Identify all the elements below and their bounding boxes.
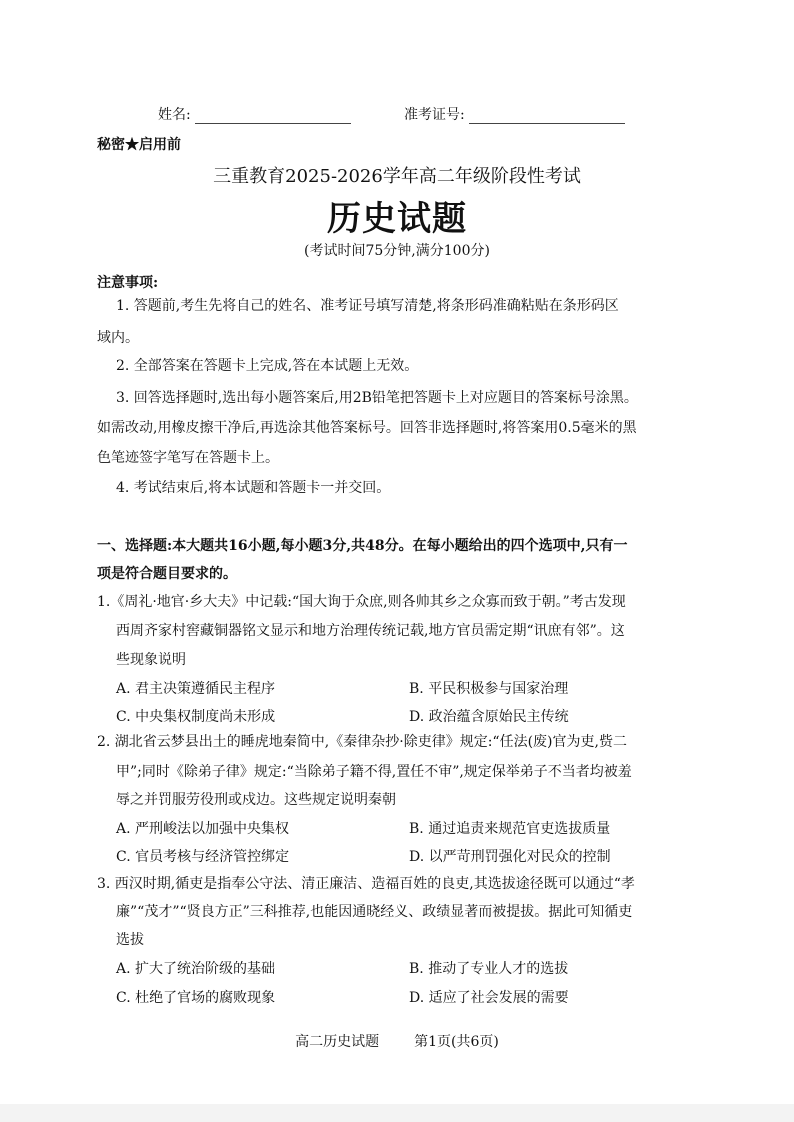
notes-heading: 注意事项: (97, 275, 159, 291)
q3-line3: 选拔 (116, 932, 144, 948)
q2-option-b: B. 通过追责来规范官吏选拔质量 (409, 821, 611, 837)
footer-page-number: 第1页(共6页) (414, 1034, 499, 1050)
q3-option-b: B. 推动了专业人才的选拔 (409, 961, 569, 977)
page-footer (0, 1031, 794, 1051)
q3-line2: 廉”“茂才”“贤良方正”三科推荐,也能因通晓经义、政绩显著而被提拔。据此可知循吏 (116, 904, 633, 920)
subject-title: 历史试题 (327, 199, 467, 239)
name-field (158, 104, 351, 124)
bottom-margin-strip (0, 1104, 794, 1122)
q2-line2: 甲”;同时《除弟子律》规定:“当除弟子籍不得,置任不审”,规定保举弟子不当者均被羞 (116, 764, 632, 780)
name-label: 姓名: (158, 107, 191, 123)
section-1-heading-line2: 项是符合题目要求的。 (97, 566, 237, 582)
q1-option-b: B. 平民积极参与国家治理 (409, 681, 569, 697)
q1-line2: 西周齐家村窖藏铜器铭文显示和地方治理传统记载,地方官员需定期“讯庶有邻”。这 (116, 623, 625, 639)
note-1a: 1. 答题前,考生先将自己的姓名、准考证号填写清楚,将条形码准确粘贴在条形码区 (116, 298, 619, 314)
note-1b: 域内。 (97, 330, 139, 346)
q2-option-c: C. 官员考核与经济管控绑定 (116, 849, 290, 865)
exam-id-field (404, 104, 625, 124)
q2-line1: 2. 湖北省云梦县出土的睡虎地秦简中,《秦律杂抄·除吏律》规定:“任法(废)官为吏,赀二 (97, 734, 627, 750)
note-3b: 如需改动,用橡皮擦干净后,再选涂其他答案标号。回答非选择题时,将答案用0.5毫米的黑 (97, 420, 637, 436)
exam-id-blank-line (469, 109, 625, 124)
q1-line1: 1.《周礼·地官·乡大夫》中记载:“国大询于众庶,则各帅其乡之众寡而致于朝。”考古发现 (97, 594, 626, 610)
exam-org-title: 三重教育2025-2026学年高二年级阶段性考试 (213, 166, 581, 187)
exam-id-label: 准考证号: (404, 107, 465, 123)
footer-subject: 高二历史试题 (295, 1034, 380, 1050)
note-2: 2. 全部答案在答题卡上完成,答在本试题上无效。 (116, 358, 419, 374)
q1-option-d: D. 政治蕴含原始民主传统 (409, 709, 569, 725)
note-4: 4. 考试结束后,将本试题和答题卡一并交回。 (116, 480, 391, 496)
q1-option-c: C. 中央集权制度尚未形成 (116, 709, 276, 725)
q2-option-a: A. 严刑峻法以加强中央集权 (116, 821, 290, 837)
time-note: (考试时间75分钟,满分100分) (304, 243, 490, 259)
q1-line3: 些现象说明 (116, 652, 186, 668)
note-3a: 3. 回答选择题时,选出每小题答案后,用2B铅笔把答题卡上对应题目的答案标号涂黑。 (116, 390, 638, 406)
q3-line1: 3. 西汉时期,循吏是指奉公守法、清正廉洁、造福百姓的良吏,其选拔途径既可以通过“孝 (97, 876, 635, 892)
q3-option-a: A. 扩大了统治阶级的基础 (116, 961, 276, 977)
q2-line3: 辱之并罚服劳役刑或戍边。这些规定说明秦朝 (116, 792, 396, 808)
q3-option-c: C. 杜绝了官场的腐败现象 (116, 990, 276, 1006)
q3-option-d: D. 适应了社会发展的需要 (409, 990, 569, 1006)
note-3c: 色笔迹签字笔写在答题卡上。 (97, 450, 279, 466)
secret-mark: 秘密★启用前 (97, 137, 181, 153)
name-blank-line (195, 109, 351, 124)
q2-option-d: D. 以严苛刑罚强化对民众的控制 (409, 849, 611, 865)
section-1-heading-line1: 一、选择题:本大题共16小题,每小题3分,共48分。在每小题给出的四个选项中,只有一 (97, 538, 628, 554)
q1-option-a: A. 君主决策遵循民主程序 (116, 681, 276, 697)
